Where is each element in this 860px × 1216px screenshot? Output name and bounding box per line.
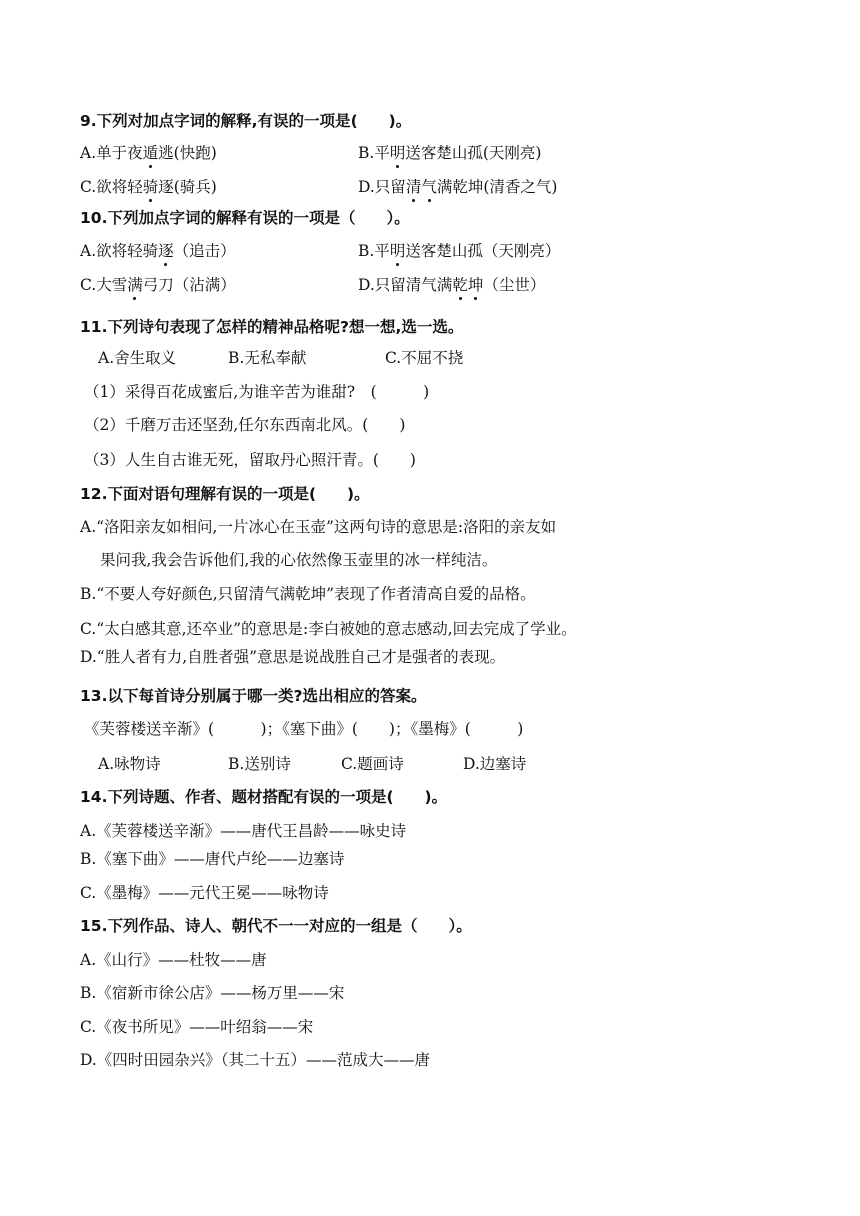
question-11-choice-a: A.舍生取义 (98, 349, 177, 367)
question-13-choice-a: A.咏物诗 (98, 755, 161, 773)
question-11-choice-c: C.不屈不挠 (385, 349, 464, 367)
question-10-option-b: B.平明送客楚山孤（天刚亮） (358, 242, 561, 260)
question-10-option-d: D.只留清气满乾坤（尘世） (358, 276, 546, 294)
question-15-option-c: C.《夜书所见》——叶绍翁——宋 (80, 1018, 314, 1036)
question-13-stem: 13.以下每首诗分别属于哪一类?选出相应的答案。 (80, 687, 427, 705)
question-9-option-d: D.只留清气满乾坤(清香之气) (358, 178, 558, 196)
question-11-stem: 11.下列诗句表现了怎样的精神品格呢?想一想,选一选。 (80, 318, 464, 336)
question-9-option-b: B.平明送客楚山孤(天刚亮) (358, 144, 542, 162)
question-15-option-d: D.《四时田园杂兴》（其二十五）——范成大——唐 (80, 1051, 431, 1069)
question-11-item-1: （1）采得百花成蜜后,为谁辛苦为谁甜? ( ) (84, 383, 430, 401)
question-14-stem: 14.下列诗题、作者、题材搭配有误的一项是( )。 (80, 788, 448, 806)
question-12-stem: 12.下面对语句理解有误的一项是( )。 (80, 485, 370, 503)
question-9-option-c: C.欲将轻骑逐(骑兵) (80, 178, 217, 196)
question-13-choice-d: D.边塞诗 (463, 755, 527, 773)
question-9-option-a: A.单于夜遁逃(快跑) (80, 144, 217, 162)
question-13-choice-c: C.题画诗 (341, 755, 404, 773)
question-10-option-a: A.欲将轻骑逐（追击） (80, 242, 236, 260)
question-9-stem: 9.下列对加点字词的解释,有误的一项是( )。 (80, 112, 412, 130)
question-12-option-b: B.“不要人夸好颜色,只留清气满乾坤”表现了作者清高自爱的品格。 (80, 585, 536, 603)
question-15-option-a: A.《山行》——杜牧——唐 (80, 951, 267, 969)
question-11-choice-b: B.无私奉献 (228, 349, 307, 367)
question-10-option-c: C.大雪满弓刀（沾满） (80, 276, 236, 294)
question-15-option-b: B.《宿新市徐公店》——杨万里——宋 (80, 984, 345, 1002)
question-11-item-3: （3）人生自古谁无死，留取丹心照汗青。( ) (84, 451, 416, 469)
question-12-option-d: D.“胜人者有力,自胜者强”意思是说战胜自己才是强者的表现。 (80, 648, 506, 666)
question-13-poem-line: 《芙蓉楼送辛渐》( )；《塞下曲》( )；《墨梅》( ) (84, 720, 524, 738)
question-12-option-a-line-1: A.“洛阳亲友如相问,一片冰心在玉壶”这两句诗的意思是:洛阳的亲友如 (80, 518, 557, 536)
question-12-option-c: C.“太白感其意,还卒业”的意思是:李白被她的意志感动,回去完成了学业。 (80, 620, 577, 638)
question-13-choice-b: B.送别诗 (228, 755, 291, 773)
question-14-option-c: C.《墨梅》——元代王冕——咏物诗 (80, 884, 329, 902)
question-12-option-a-line-2: 果问我,我会告诉他们,我的心依然像玉壶里的冰一样纯洁。 (100, 551, 498, 569)
question-10-stem: 10.下列加点字词的解释有误的一项是（ ）。 (80, 209, 410, 227)
question-11-item-2: （2）千磨万击还坚劲,任尔东西南北风。( ) (84, 416, 406, 434)
question-14-option-a: A.《芙蓉楼送辛渐》——唐代王昌龄——咏史诗 (80, 822, 407, 840)
question-14-option-b: B.《塞下曲》——唐代卢纶——边塞诗 (80, 850, 345, 868)
question-15-stem: 15.下列作品、诗人、朝代不一一对应的一组是（ ）。 (80, 917, 472, 935)
